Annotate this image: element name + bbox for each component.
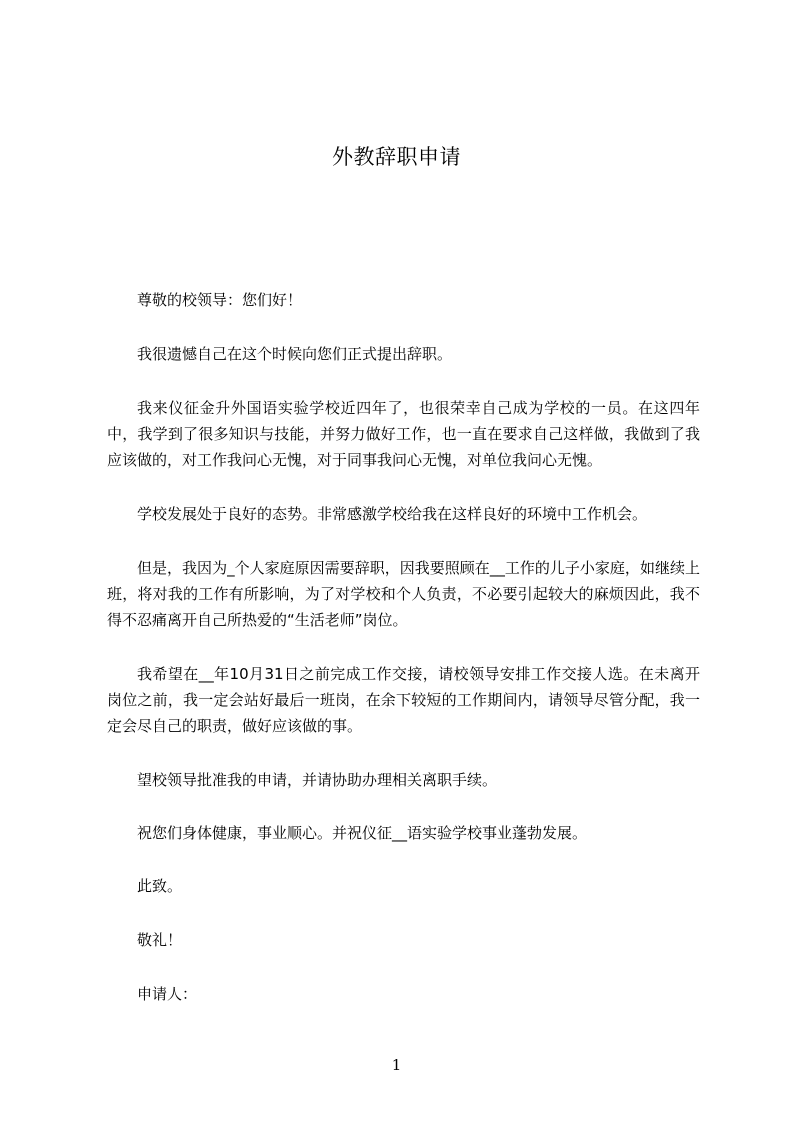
handover-paragraph: 我希望在__年10月31日之前完成工作交接，请校领导安排工作交接人选。在未离开岗位之前，我一定会站好最后一班岗，在余下较短的工作期间内，请领导尽管分配，我一定会尽自己的职责，做好应该做的事。 — [107, 665, 700, 735]
gratitude-paragraph: 学校发展处于良好的态势。非常感激学校给我在这样良好的环境中工作机会。 — [137, 505, 648, 523]
resignation-statement-paragraph: 我很遗憾自己在这个时候向您们正式提出辞职。 — [137, 345, 453, 363]
salutation-paragraph: 尊敬的校领导：您们好！ — [137, 291, 303, 309]
applicant-paragraph: 申请人： — [137, 985, 198, 1003]
salute-paragraph: 敬礼！ — [137, 931, 183, 949]
approval-request-paragraph: 望校领导批准我的申请，并请协助办理相关离职手续。 — [137, 771, 498, 789]
wishes-paragraph: 祝您们身体健康，事业顺心。并祝仪征__语实验学校事业蓬勃发展。 — [137, 824, 588, 842]
reason-paragraph: 但是，我因为_个人家庭原因需要辞职，因我要照顾在__工作的儿子小家庭，如继续上班，将对我的工作有所影响，为了对学校和个人负责，不必要引起较大的麻烦因此，我不得不忍痛离开自己所热爱的“生活老师”岗位。 — [107, 559, 700, 629]
page-number: 1 — [391, 1056, 402, 1074]
document-title: 外教辞职申请 — [332, 145, 461, 169]
work-history-paragraph: 我来仪征金升外国语实验学校近四年了，也很荣幸自己成为学校的一员。在这四年中，我学到了很多知识与技能，并努力做好工作，也一直在要求自己这样做，我做到了我应该做的，对工作我问心无愧，对于同事我问心无愧，对单位我问心无愧。 — [107, 399, 700, 469]
closing-paragraph: 此致。 — [137, 877, 183, 895]
